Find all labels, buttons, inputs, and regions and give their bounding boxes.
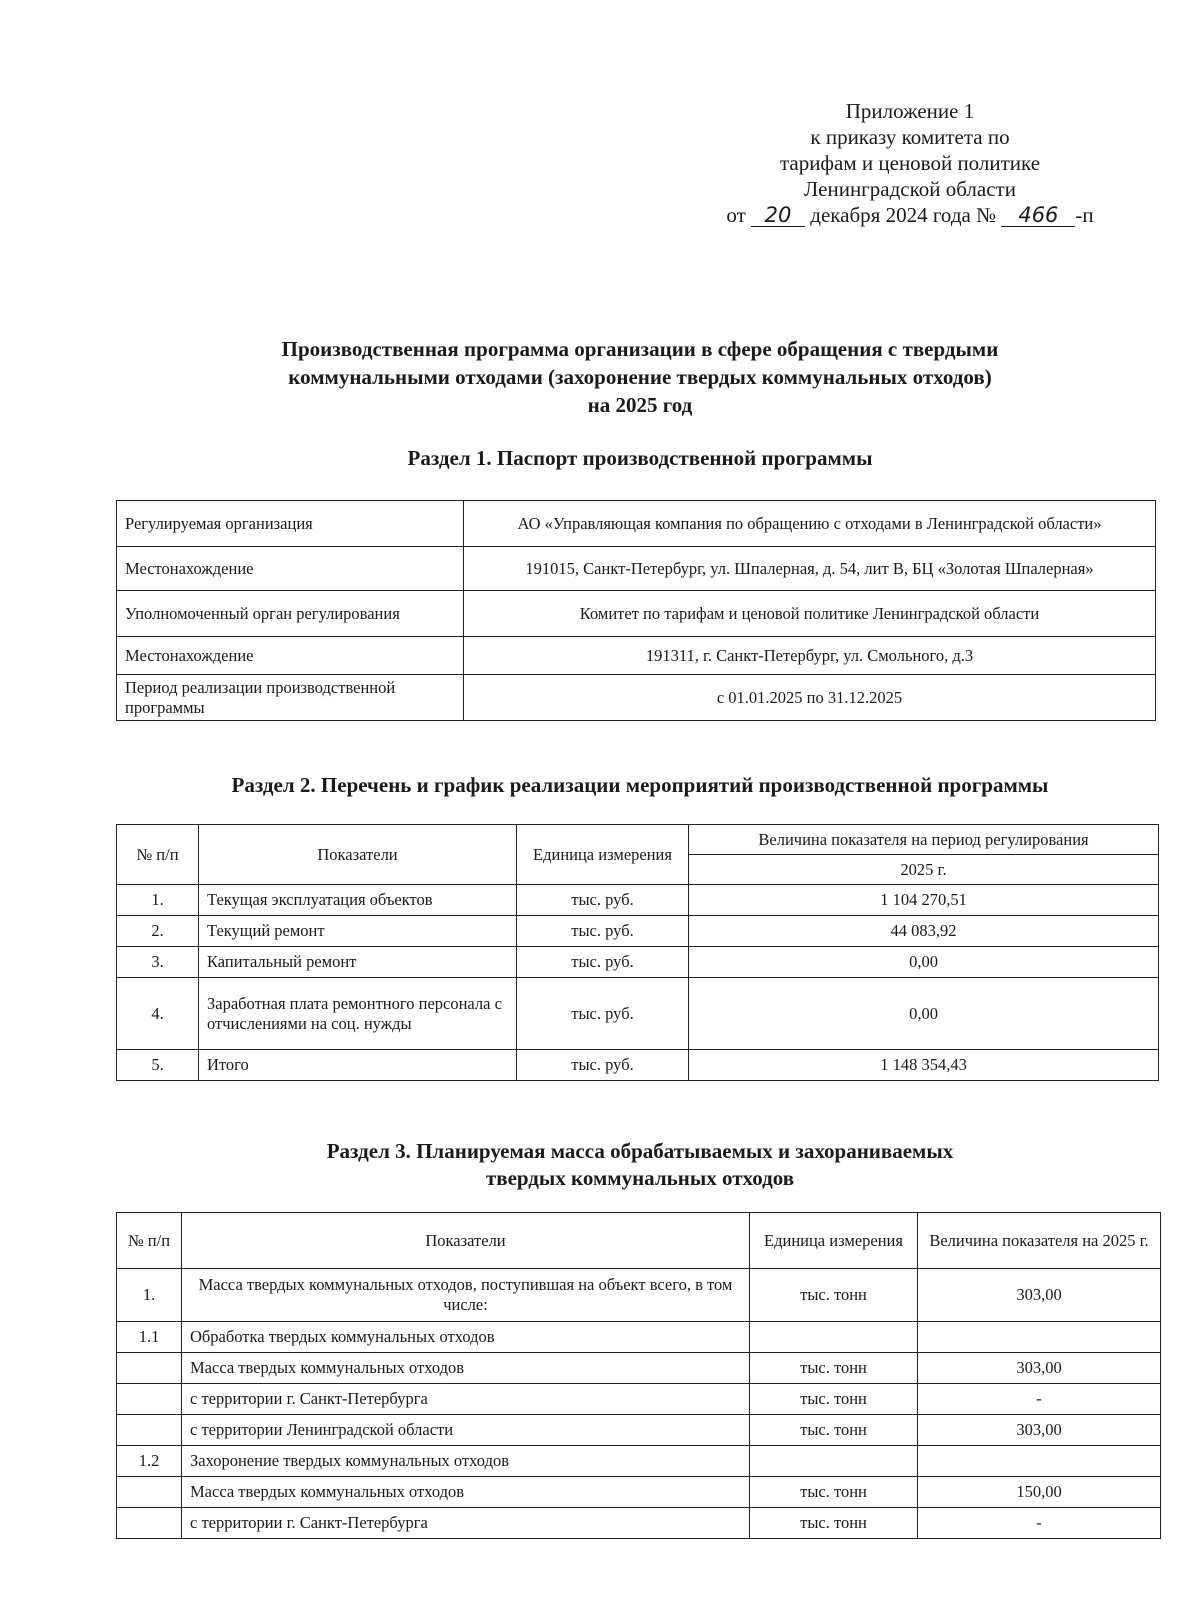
row-value <box>918 1446 1161 1477</box>
table-row <box>117 547 1156 591</box>
header-num: № п/п <box>117 825 199 885</box>
header-indicator: Показатели <box>182 1213 750 1269</box>
section1-heading: Раздел 1. Паспорт производственной программы <box>407 446 873 470</box>
row-name: с территории Ленинградской области <box>182 1415 750 1446</box>
row-name: Обработка твердых коммунальных отходов <box>182 1322 750 1353</box>
row-value: 150,00 <box>918 1477 1161 1508</box>
table-row <box>117 1353 1161 1384</box>
row-unit: тыс. тонн <box>750 1384 918 1415</box>
table-header-row <box>117 1213 1161 1269</box>
header-unit: Единица измерения <box>517 825 689 885</box>
row-unit: тыс. руб. <box>517 947 689 978</box>
row-value: 0,00 <box>689 947 1159 978</box>
row-name: с территории г. Санкт-Петербурга <box>182 1508 750 1539</box>
row-unit: тыс. руб. <box>517 978 689 1050</box>
table-row <box>117 1415 1161 1446</box>
table-row <box>117 885 1159 916</box>
measures-table <box>116 824 1159 1081</box>
row-unit: тыс. руб. <box>517 1050 689 1081</box>
section3-heading-line-1: Раздел 3. Планируемая масса обрабатываемых и захораниваемых <box>326 1139 954 1163</box>
row-name: Текущая эксплуатация объектов <box>199 885 517 916</box>
header-value: Величина показателя на период регулирования <box>689 825 1159 855</box>
row-unit: тыс. руб. <box>517 916 689 947</box>
row-name: Масса твердых коммунальных отходов <box>182 1353 750 1384</box>
appendix-line-3: тарифам и ценовой политике <box>779 151 1041 175</box>
appendix-line-2: к приказу комитета по <box>810 125 1010 149</box>
header-unit: Единица измерения <box>750 1213 918 1269</box>
title-line-2: коммунальными отходами (захоронение твердых коммунальных отходов) <box>288 365 992 389</box>
row-name: Масса твердых коммунальных отходов, поступившая на объект всего, в том числе: <box>182 1269 750 1322</box>
row-num: 1. <box>117 885 199 916</box>
row-unit: тыс. тонн <box>750 1508 918 1539</box>
passport-label: Уполномоченный орган регулирования <box>117 591 464 637</box>
row-num <box>117 1384 182 1415</box>
passport-label: Местонахождение <box>117 637 464 675</box>
row-unit: тыс. тонн <box>750 1415 918 1446</box>
section2-heading: Раздел 2. Перечень и график реализации мероприятий производственной программы <box>231 773 1049 797</box>
header-num: № п/п <box>117 1213 182 1269</box>
passport-label: Период реализации производственной программы <box>117 675 464 721</box>
title-line-3: на 2025 год <box>587 393 693 417</box>
row-value <box>918 1322 1161 1353</box>
passport-label: Регулируемая организация <box>117 501 464 547</box>
row-num <box>117 1508 182 1539</box>
table-row <box>117 947 1159 978</box>
table-row <box>117 501 1156 547</box>
row-num <box>117 1477 182 1508</box>
passport-value: АО «Управляющая компания по обращению с отходами в Ленинградской области» <box>464 501 1156 547</box>
row-num <box>117 1353 182 1384</box>
row-unit <box>750 1322 918 1353</box>
row-name: Капитальный ремонт <box>199 947 517 978</box>
row-unit <box>750 1446 918 1477</box>
row-value: 303,00 <box>918 1353 1161 1384</box>
row-num: 4. <box>117 978 199 1050</box>
header-indicator: Показатели <box>199 825 517 885</box>
passport-value: Комитет по тарифам и ценовой политике Ленинградской области <box>464 591 1156 637</box>
handwritten-day: 20 <box>751 204 805 227</box>
row-num: 1.1 <box>117 1322 182 1353</box>
section3-heading-line-2: твердых коммунальных отходов <box>485 1166 795 1190</box>
table-row <box>117 978 1159 1050</box>
row-num: 1.2 <box>117 1446 182 1477</box>
table-header-row <box>117 825 1159 855</box>
header-value: Величина показателя на 2025 г. <box>918 1213 1161 1269</box>
row-unit: тыс. тонн <box>750 1269 918 1322</box>
document-title <box>100 335 1180 419</box>
header-year: 2025 г. <box>689 855 1159 885</box>
passport-value: 191015, Санкт-Петербург, ул. Шпалерная, д. 54, лит В, БЦ «Золотая Шпалерная» <box>464 547 1156 591</box>
row-value: 303,00 <box>918 1415 1161 1446</box>
row-value: 303,00 <box>918 1269 1161 1322</box>
table-row <box>117 1384 1161 1415</box>
appendix-line-4: Ленинградской области <box>804 177 1016 201</box>
appendix-line-1: Приложение 1 <box>845 99 975 123</box>
row-unit: тыс. руб. <box>517 885 689 916</box>
row-name: Итого <box>199 1050 517 1081</box>
section3-heading <box>100 1138 1180 1192</box>
row-name: Захоронение твердых коммунальных отходов <box>182 1446 750 1477</box>
row-name: с территории г. Санкт-Петербурга <box>182 1384 750 1415</box>
row-num: 3. <box>117 947 199 978</box>
order-suffix: -п <box>1075 203 1094 227</box>
table-row <box>117 916 1159 947</box>
row-value: 1 104 270,51 <box>689 885 1159 916</box>
passport-value: с 01.01.2025 по 31.12.2025 <box>464 675 1156 721</box>
row-name: Заработная плата ремонтного персонала с отчислениями на соц. нужды <box>199 978 517 1050</box>
row-name: Текущий ремонт <box>199 916 517 947</box>
table-row <box>117 1322 1161 1353</box>
table-row <box>117 1269 1161 1322</box>
row-unit: тыс. тонн <box>750 1353 918 1384</box>
table-row <box>117 637 1156 675</box>
row-num: 2. <box>117 916 199 947</box>
row-value: 44 083,92 <box>689 916 1159 947</box>
row-unit: тыс. тонн <box>750 1477 918 1508</box>
appendix-header <box>700 98 1120 228</box>
title-line-1: Производственная программа организации в сфере обращения с твердыми <box>281 337 999 361</box>
row-value: - <box>918 1384 1161 1415</box>
table-row <box>117 1050 1159 1081</box>
passport-value: 191311, г. Санкт-Петербург, ул. Смольного, д.3 <box>464 637 1156 675</box>
table-row <box>117 1508 1161 1539</box>
passport-table <box>116 500 1156 721</box>
table-row <box>117 1477 1161 1508</box>
row-num <box>117 1415 182 1446</box>
passport-label: Местонахождение <box>117 547 464 591</box>
waste-mass-table <box>116 1212 1161 1539</box>
date-rest: декабря 2024 года № <box>810 203 997 227</box>
table-row <box>117 591 1156 637</box>
row-value: - <box>918 1508 1161 1539</box>
row-value: 0,00 <box>689 978 1159 1050</box>
row-num: 1. <box>117 1269 182 1322</box>
table-row <box>117 1446 1161 1477</box>
appendix-date-line <box>700 202 1120 228</box>
date-prefix: от <box>726 203 746 227</box>
handwritten-order-number: 466 <box>1001 204 1075 227</box>
row-num: 5. <box>117 1050 199 1081</box>
row-value: 1 148 354,43 <box>689 1050 1159 1081</box>
row-name: Масса твердых коммунальных отходов <box>182 1477 750 1508</box>
table-row <box>117 675 1156 721</box>
